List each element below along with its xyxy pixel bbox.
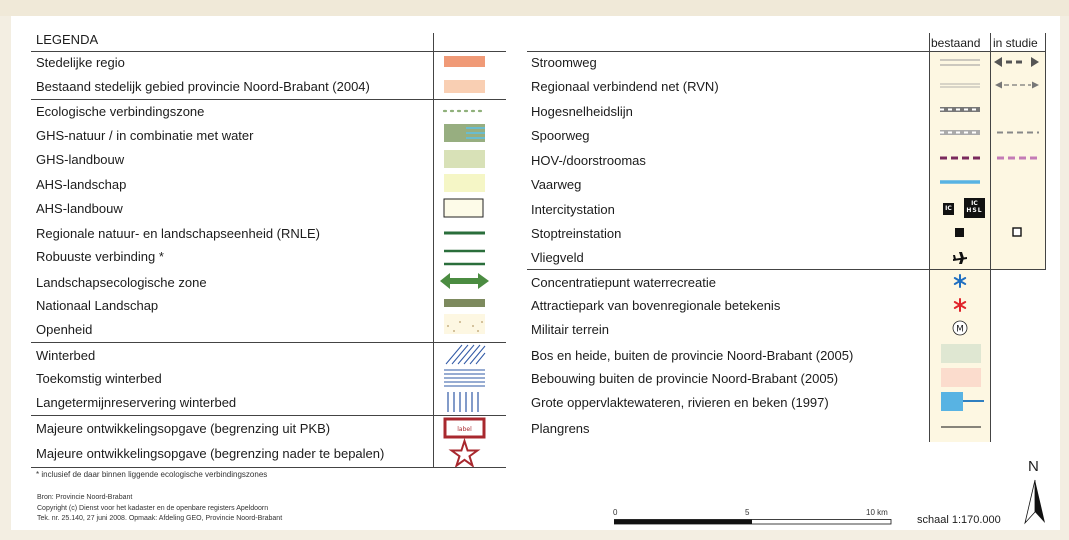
robuuste-verbinding-lines: [444, 251, 485, 264]
in-studie-symbol-column: [991, 52, 1045, 268]
divider-line: [31, 467, 506, 468]
legend-item-stroomweg: Stroomweg: [531, 55, 597, 70]
legend-item-rnle: Regionale natuur- en landschapseenheid (RNLE): [36, 226, 321, 241]
legend-item-intercitystation: Intercitystation: [531, 202, 615, 217]
footnote: * inclusief de daar binnen liggende ecologische verbindingszones: [36, 470, 268, 479]
legend-item-rvn: Regionaal verbindend net (RVN): [531, 79, 719, 94]
header-in-studie: in studie: [993, 36, 1038, 50]
asterisk-red-icon: [955, 299, 965, 311]
winterbed-hatch: [446, 345, 485, 364]
legend-item-ghs-natuur: GHS-natuur / in combinatie met water: [36, 128, 254, 143]
legend-item-landschapsecologische-zone: Landschapsecologische zone: [36, 275, 207, 290]
bestaand-stedelijk-swatch: [444, 80, 485, 93]
bos-heide-swatch: [941, 344, 981, 363]
legend-item-ahs-landschap: AHS-landschap: [36, 177, 127, 192]
airplane-icon: [953, 252, 967, 264]
ahs-landschap-swatch: [444, 174, 485, 192]
hsl-symbol: [940, 107, 980, 112]
bebouwing-swatch: [941, 368, 981, 387]
intercity-station-icon: IC: [943, 203, 954, 215]
divider-line: [31, 51, 506, 52]
north-arrow-icon: [1022, 478, 1048, 526]
toekomstig-winterbed-hatch: [444, 370, 485, 386]
landschapsecologische-double-arrow: [440, 273, 489, 289]
scale-text: schaal 1:170.000: [917, 514, 1001, 526]
source-line-1: Bron: Provincie Noord-Brabant: [37, 494, 133, 501]
legend-item-majeure-pkb: Majeure ontwikkelingsopgave (begrenzing uit PKB): [36, 421, 331, 436]
scale-tick-0: 0: [613, 508, 618, 517]
asterisk-blue-icon: [955, 275, 965, 287]
stoptreinstation-square: [955, 228, 964, 237]
majeure-star: [452, 441, 478, 466]
legend-item-majeure-nader: Majeure ontwikkelingsopgave (begrenzing nader te bepalen): [36, 446, 385, 461]
langetermijn-hatch: [448, 392, 478, 412]
divider-line: [31, 99, 506, 100]
legend-title: LEGENDA: [36, 32, 99, 47]
ghs-landbouw-swatch: [444, 150, 485, 168]
legend-item-spoorweg: Spoorweg: [531, 128, 590, 143]
scale-tick-10: 10 km: [866, 508, 888, 517]
legend-item-ecologische-verbindingszone: Ecologische verbindingszone: [36, 104, 205, 119]
in-studie-column-right: [1045, 33, 1046, 269]
legend-item-bebouwing: Bebouwing buiten de provincie Noord-Brabant (2005): [531, 371, 839, 386]
legend-item-vliegveld: Vliegveld: [531, 250, 584, 265]
legend-item-ahs-landbouw: AHS-landbouw: [36, 201, 123, 216]
divider-line: [31, 342, 506, 343]
map-background-strip: [0, 0, 1069, 16]
legend-item-hogesnelheidslijn: Hogesnelheidslijn: [531, 104, 633, 119]
stedelijke-regio-swatch: [444, 56, 485, 67]
legend-item-robuuste-verbinding: Robuuste verbinding *: [36, 249, 164, 264]
source-line-2: Copyright (c) Dienst voor het kadaster en de openbare registers Apeldoorn: [37, 505, 269, 512]
legend-item-plangrens: Plangrens: [531, 421, 590, 436]
stroomweg-symbol: [940, 60, 980, 65]
legend-item-militair-terrein: Militair terrein: [531, 322, 610, 337]
divider-line: [31, 415, 506, 416]
legend-item-stedelijke-regio: Stedelijke regio: [36, 55, 125, 70]
scale-bar: [614, 519, 892, 525]
stoptreinstation-studie-square: [1013, 228, 1021, 236]
rvn-studie-arrows: [995, 82, 1039, 89]
legend-item-oppervlaktewateren: Grote oppervlaktewateren, rivieren en beken (1997): [531, 395, 829, 410]
source-line-3: Tek. nr. 25.140, 27 juni 2008. Opmaak: Afdeling GEO, Provincie Noord-Brabant: [37, 515, 283, 522]
legend-item-vaarweg: Vaarweg: [531, 177, 582, 192]
legend-item-ghs-landbouw: GHS-landbouw: [36, 152, 125, 167]
bestaand-symbol-column: [930, 52, 990, 442]
legend-item-waterrecreatie: Concentratiepunt waterrecreatie: [531, 275, 716, 290]
north-label: N: [1028, 458, 1039, 475]
legend-item-stoptreinstation: Stoptreinstation: [531, 226, 622, 241]
intercity-hsl-station-icon: IC HSL: [964, 198, 985, 218]
left-symbol-column: [436, 52, 498, 467]
rvn-symbol: [940, 84, 980, 87]
legend-item-openheid: Openheid: [36, 322, 93, 337]
majeure-pkb-box-label: label: [457, 426, 472, 433]
legend-item-hov: HOV-/doorstroomas: [531, 153, 646, 168]
legend-item-attractiepark: Attractiepark van bovenregionale betekenis: [531, 298, 781, 313]
ahs-landbouw-box: [444, 199, 483, 217]
nationaal-landschap-bar: [444, 299, 485, 307]
legend-item-toekomstig-winterbed: Toekomstig winterbed: [36, 371, 162, 386]
circle-m-letter: M: [956, 324, 964, 335]
legend-item-bos-heide: Bos en heide, buiten de provincie Noord-Brabant (2005): [531, 348, 854, 363]
scale-tick-5: 5: [745, 508, 750, 517]
water-swatch: [941, 392, 963, 411]
header-bestaand: bestaand: [931, 36, 981, 50]
legend-item-langetermijnreservering: Langetermijnreservering winterbed: [36, 395, 237, 410]
legend-item-nationaal-landschap: Nationaal Landschap: [36, 298, 159, 313]
stroomweg-studie-arrows: [994, 57, 1039, 67]
spoorweg-symbol: [940, 130, 980, 135]
legend-item-bestaand-stedelijk: Bestaand stedelijk gebied provincie Noord-Brabant (2004): [36, 79, 370, 94]
legend-item-winterbed: Winterbed: [36, 348, 96, 363]
